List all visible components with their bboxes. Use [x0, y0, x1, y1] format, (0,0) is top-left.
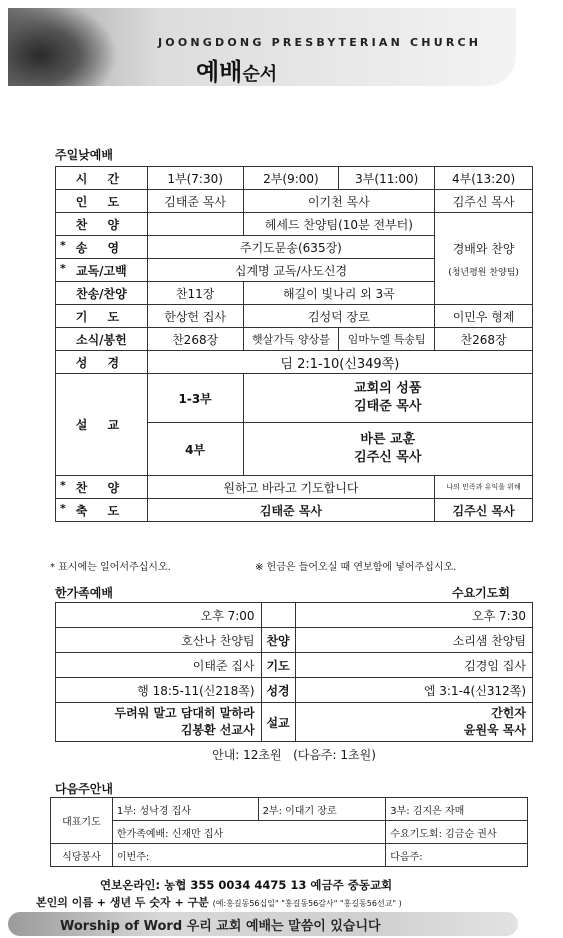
- send-label-text: 송 영: [75, 240, 128, 255]
- leader-4: 김주신 목사: [435, 190, 533, 213]
- praying-hands-image: [8, 8, 118, 86]
- time-label: 시 간: [56, 167, 148, 190]
- family-title: 한가족예배: [55, 586, 113, 600]
- prayer-label: 기도: [261, 653, 295, 678]
- time-1: 1부(7:30): [147, 167, 243, 190]
- worship-4-sub: (청년평원 찬양팀): [448, 267, 519, 278]
- hymn-label: 찬송/찬양: [56, 282, 148, 305]
- table-row: [56, 499, 533, 522]
- creed-label: * 교독/고백: [56, 259, 148, 282]
- wednesday-sermon-title: 간힌자: [491, 706, 526, 720]
- send-value: 주기도문송(635장): [147, 236, 434, 259]
- title-main: 예배: [196, 58, 243, 86]
- offering-4: 찬268장: [435, 328, 533, 351]
- creed-value: 십계명 교독/사도신경: [147, 259, 434, 282]
- family-prayer: 이태준 집사: [56, 653, 262, 678]
- time-2: 2부(9:00): [243, 167, 339, 190]
- offering-1: 찬268장: [147, 328, 243, 351]
- family-sermon: [56, 703, 262, 742]
- closing-praise: 원하고 바라고 기도합니다: [147, 476, 434, 499]
- sermon-2-preacher: 김주신 목사: [354, 450, 422, 465]
- table-row: [56, 653, 533, 678]
- family-sermon-preacher: 김봉환 선교사: [180, 723, 255, 737]
- guide-next: (다음주: 1초원): [293, 747, 376, 762]
- sermon-1-preacher: 김태준 목사: [354, 399, 422, 414]
- family-praise: 호산나 찬양팀: [56, 628, 262, 653]
- send-label: * 송 영: [56, 236, 148, 259]
- table-row: [56, 628, 533, 653]
- leader-label: 인 도: [56, 190, 148, 213]
- sunday-title: 주일낮예배: [55, 148, 113, 162]
- wednesday-praise: 소리샘 찬양팀: [295, 628, 533, 653]
- rep-1: 1부: 성낙경 집사: [112, 798, 258, 821]
- closing-praise-label: * 찬 양: [56, 476, 148, 499]
- offering-3: 임마누엘 특송팀: [339, 328, 435, 351]
- time-4: 4부(13:20): [435, 167, 533, 190]
- family-table: [55, 602, 533, 766]
- praise-label: 찬 양: [56, 213, 148, 236]
- table-row: [56, 190, 533, 213]
- header-banner: [8, 8, 516, 86]
- naming-rule: [36, 894, 402, 910]
- sunday-table: [55, 166, 533, 522]
- sermon-1: [243, 374, 532, 423]
- footer-band: [8, 912, 518, 936]
- worship-4-label: 경배와 찬양: [452, 241, 515, 256]
- prayer-4: 이민우 형제: [435, 305, 533, 328]
- table-row: [56, 742, 533, 767]
- footer-slogan: Worship of Word 우리 교회 예배는 말씀이 있습니다: [60, 919, 381, 934]
- table-row: [56, 703, 533, 742]
- table-row: [51, 844, 528, 867]
- title-sub: 순서: [242, 64, 278, 85]
- blessing-label-text: 축 도: [75, 503, 128, 518]
- next-table: [50, 797, 528, 867]
- table-row: [56, 603, 533, 628]
- bible-label: 성경: [261, 678, 295, 703]
- next-title: 다음주안내: [55, 782, 113, 796]
- offering-2: 햇살가득 양상블: [243, 328, 339, 351]
- note-offering: ※ 헌금은 들어오실 때 연보함에 넣어주십시오.: [255, 562, 457, 573]
- worship-4: [435, 213, 533, 305]
- page-title: [196, 52, 277, 86]
- sermon-part-2: 4부: [147, 423, 243, 476]
- table-row: [56, 678, 533, 703]
- table-row: [56, 167, 533, 190]
- blessing-label: * 축 도: [56, 499, 148, 522]
- closing-praise-4: 나의 민족과 유익을 위해: [435, 476, 533, 499]
- table-row: [56, 476, 533, 499]
- sermon-2: [243, 423, 532, 476]
- hymn-1: 찬11장: [147, 282, 243, 305]
- naming-rule-text: 본인의 이름 + 생년 두 숫자 + 구분: [36, 896, 209, 909]
- prayer-label: 기 도: [56, 305, 148, 328]
- prayer-1: 한상헌 집사: [147, 305, 243, 328]
- wednesday-bible: 엡 3:1-4(신312쪽): [295, 678, 533, 703]
- leader-2: 이기천 목사: [243, 190, 435, 213]
- scripture-label: 성 경: [56, 351, 148, 374]
- sermon-part-1: 1-3부: [147, 374, 243, 423]
- wednesday-prayer: 김경임 집사: [295, 653, 533, 678]
- closing-praise-label-text: 찬 양: [75, 480, 128, 495]
- sermon-label: 설 교: [56, 374, 148, 476]
- table-row: [56, 351, 533, 374]
- table-row: [51, 798, 528, 821]
- wednesday-time: 오후 7:30: [295, 603, 533, 628]
- account-info: 연보온라인: 농협 355 0034 4475 13 예금주 중동교회: [100, 878, 393, 892]
- time-3: 3부(11:00): [339, 167, 435, 190]
- blessing-4: 김주신 목사: [435, 499, 533, 522]
- naming-rule-example: (예:홍길동56십일" "홍길동56감사" "홍길동56선교" ): [212, 899, 402, 908]
- guide-text: 안내: 12초원: [212, 747, 282, 762]
- rep-3: 3부: 김지은 자매: [386, 798, 528, 821]
- table-row: [51, 821, 528, 844]
- table-row: [56, 213, 533, 236]
- empty-cell: [261, 603, 295, 628]
- wednesday-title: 수요기도회: [452, 586, 510, 600]
- praise-value: 헤세드 찬양팀(10분 전부터): [243, 213, 435, 236]
- blessing: 김태준 목사: [147, 499, 434, 522]
- sermon-label: 설교: [261, 703, 295, 742]
- meal-now: 이번주:: [112, 844, 385, 867]
- family-time: 오후 7:00: [56, 603, 262, 628]
- table-row: [56, 305, 533, 328]
- table-row: [56, 374, 533, 423]
- wednesday-sermon: [295, 703, 533, 742]
- guide: [56, 742, 533, 767]
- church-name: JOONGDONG PRESBYTERIAN CHURCH: [158, 36, 482, 49]
- note-stand: * 표시에는 일어서주십시오.: [50, 562, 171, 573]
- prayer-2: 김성덕 장로: [243, 305, 435, 328]
- hymn-2: 해길이 빛나리 외 3곡: [243, 282, 435, 305]
- offering-label: 소식/봉헌: [56, 328, 148, 351]
- praise-label: 찬양: [261, 628, 295, 653]
- family-sermon-title: 두려워 말고 담대히 말하라: [114, 706, 255, 720]
- family-bible: 행 18:5-11(신218쪽): [56, 678, 262, 703]
- creed-label-text: 교독/고백: [75, 263, 127, 278]
- rep-2: 2부: 이대기 장로: [258, 798, 386, 821]
- empty-cell: [147, 213, 243, 236]
- meal-label: 식당봉사: [51, 844, 113, 867]
- next-family: 한가족예배: 신재만 집사: [112, 821, 385, 844]
- table-row: [56, 328, 533, 351]
- wednesday-sermon-preacher: 윤원욱 목사: [463, 723, 526, 737]
- meal-next: 다음주:: [386, 844, 528, 867]
- next-wednesday: 수요기도회: 김금순 권사: [386, 821, 528, 844]
- scripture-value: 딤 2:1-10(신349쪽): [147, 351, 532, 374]
- leader-1: 김태준 목사: [147, 190, 243, 213]
- sermon-2-title: 바른 교훈: [360, 432, 416, 447]
- rep-label: 대표기도: [51, 798, 113, 844]
- sermon-1-title: 교회의 성품: [354, 381, 422, 396]
